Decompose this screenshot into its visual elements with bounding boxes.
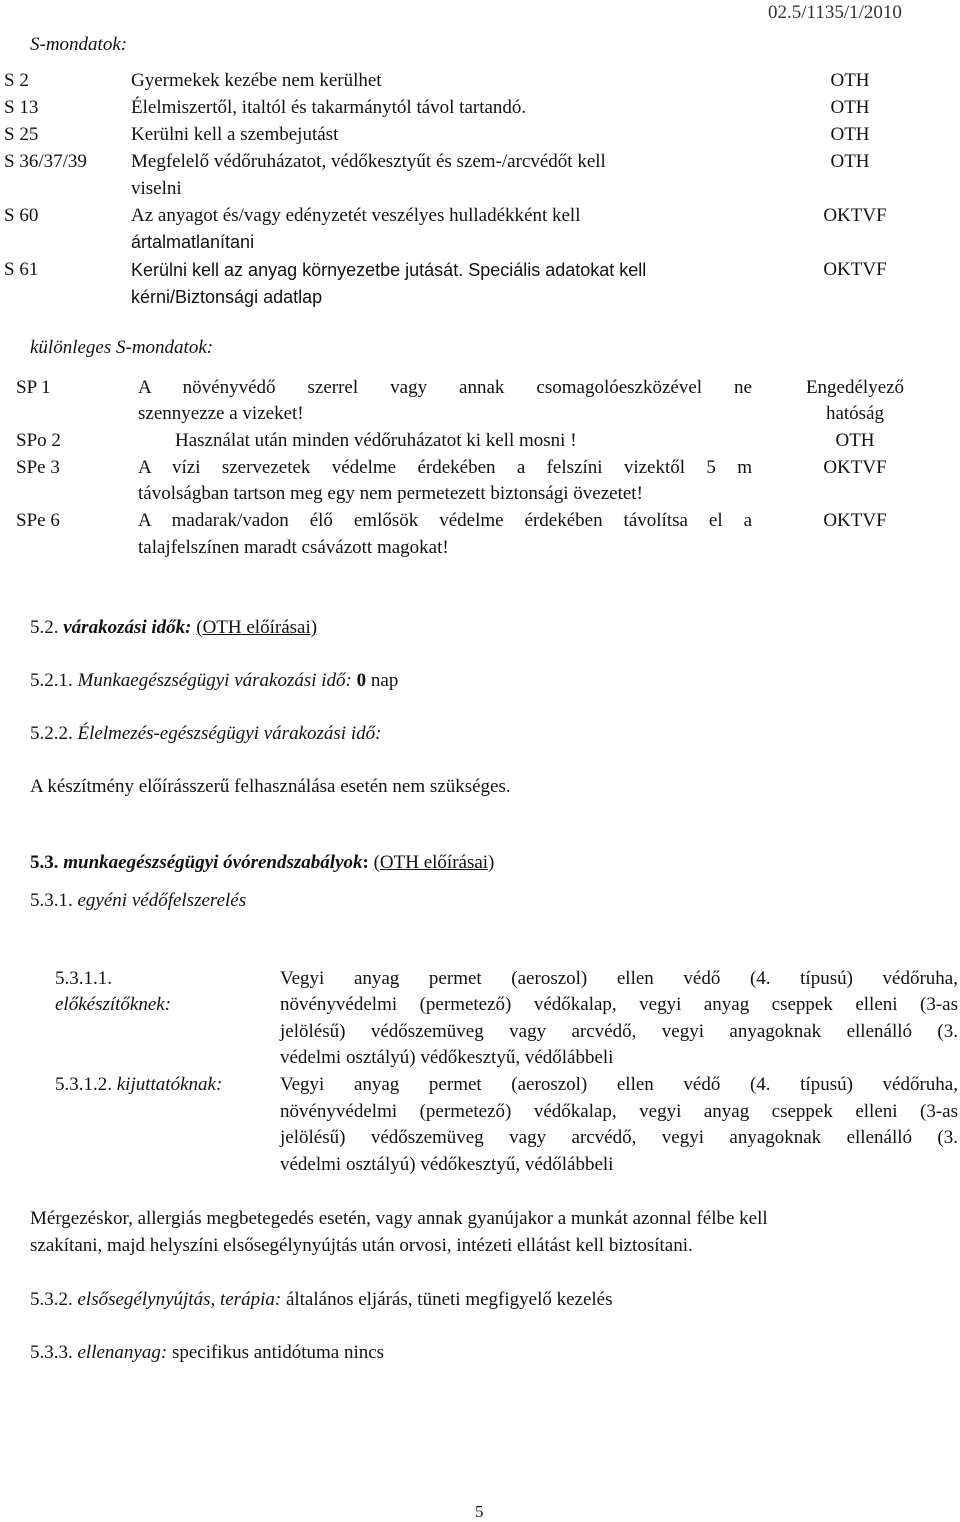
section-title: egyéni védőfelszerelés [77, 890, 247, 911]
s-phrase-authority: OKTVF [823, 259, 887, 280]
section-5-2-1-heading [30, 670, 398, 692]
ppe-label-text: előkészítőknek: [55, 994, 172, 1015]
section-5-2-2-text: A készítmény előírásszerű felhasználása esetén nem szükséges. [30, 776, 511, 797]
special-phrase-text-continued: szennyezze a vizeket! [138, 403, 304, 424]
s-phrase-text: Kerülni kell a szembejutást [131, 124, 339, 145]
waiting-time-value: 0 [356, 670, 367, 691]
special-phrase-code: SPo 2 [16, 430, 61, 451]
ppe-label-text: kijuttatóknak: [116, 1074, 223, 1095]
document-number: 02.5/1135/1/2010 [768, 2, 902, 23]
section-5-2-2-heading [30, 723, 381, 745]
section-title: munkaegészségügyi óvórendszabályok [63, 852, 363, 873]
s-phrase-text: Gyermekek kezébe nem kerülhet [131, 70, 382, 91]
special-phrase-authority: OTH [835, 430, 875, 451]
section-number: 5.2.1. [30, 670, 73, 691]
special-phrase-code: SP 1 [16, 377, 51, 398]
ppe-line: növényvédelmi (permetező) védőkalap, vegyi anyag cseppek elleni (3-as [280, 1101, 958, 1122]
special-phrase-authority: Engedélyező [805, 377, 905, 398]
s-phrase-code: S 36/37/39 [4, 151, 87, 172]
page-number: 5 [475, 1502, 484, 1521]
ppe-line: növényvédelmi (permetező) védőkalap, vegyi anyag cseppek elleni (3-as [280, 994, 958, 1015]
special-phrase-authority: OKTVF [823, 457, 887, 478]
ppe-line: védelmi osztályú) védőkesztyű, védőlábbeli [280, 1154, 614, 1175]
special-phrase-text-continued: talajfelszínen maradt csávázott magokat! [138, 537, 449, 558]
s-phrase-text: Az anyagot és/vagy edényzetét veszélyes hulladékként kell [131, 205, 581, 226]
section-title: várakozási idők: [63, 617, 192, 638]
ppe-label-number: 5.3.1.2. [55, 1074, 112, 1095]
special-s-phrases-heading: különleges S-mondatok: [30, 337, 214, 358]
s-phrase-text-continued: viselni [131, 178, 182, 199]
ppe-label-number: 5.3.1.1. [55, 968, 112, 989]
s-phrases-heading: S-mondatok: [30, 34, 128, 55]
section-number: 5.2.2. [30, 723, 73, 744]
s-phrase-authority: OTH [830, 70, 870, 91]
section-title: ellenanyag: [77, 1342, 168, 1363]
section-number: 5.3.3. [30, 1342, 73, 1363]
special-phrase-text: A vízi szervezetek védelme érdekében a felszíni vizektől 5 m [138, 457, 752, 478]
section-5-2-heading [30, 617, 317, 639]
section-number: 5.3.2. [30, 1289, 73, 1310]
s-phrase-code: S 25 [4, 124, 39, 145]
s-phrase-text-continued: ártalmatlanítani [131, 232, 255, 252]
special-phrase-code: SPe 6 [16, 510, 60, 531]
special-phrase-authority: OKTVF [823, 510, 887, 531]
special-phrase-authority-continued: hatóság [825, 403, 885, 424]
section-text: általános eljárás, tüneti megfigyelő kezelés [285, 1289, 613, 1310]
special-phrase-text: A madarak/vadon élő emlősök védelme érdekében távolítsa el a [138, 510, 752, 531]
section-5-3-2 [30, 1289, 613, 1311]
section-colon: : [362, 852, 369, 873]
special-phrase-text: Használat után minden védőruházatot ki kell mosni ! [175, 430, 577, 451]
ppe-line: Vegyi anyag permet (aeroszol) ellen védő (4. típusú) védőruha, [280, 968, 958, 989]
special-phrase-text: A növényvédő szerrel vagy annak csomagolóeszközével ne [138, 377, 752, 398]
section-text: specifikus antidótuma nincs [171, 1342, 385, 1363]
ppe-line: jelölésű) védőszemüveg vagy arcvédő, vegyi anyagoknak ellenálló (3. [280, 1021, 958, 1042]
section-number: 5.3. [30, 852, 59, 873]
ppe-label [55, 1074, 222, 1096]
section-title: Élelmezés-egészségügyi várakozási idő: [77, 723, 382, 744]
s-phrase-text: Élelmiszertől, italtól és takarmánytól távol tartandó. [131, 97, 527, 118]
s-phrase-text: Megfelelő védőruházatot, védőkesztyűt és szem-/arcvédőt kell [131, 151, 606, 172]
s-phrase-authority: OTH [830, 151, 870, 172]
section-reference: (OTH előírásai) [196, 617, 318, 638]
s-phrase-code: S 61 [4, 259, 39, 280]
section-5-3-heading [30, 852, 494, 874]
poisoning-paragraph-line: Mérgezéskor, allergiás megbetegedés esetén, vagy annak gyanújakor a munkát azonnal félbe kell [30, 1208, 768, 1229]
special-phrase-text-continued: távolságban tartson meg egy nem permetezett biztonsági övezetet! [138, 483, 643, 504]
s-phrase-code: S 60 [4, 205, 39, 226]
section-5-3-3 [30, 1342, 384, 1364]
s-phrase-authority: OTH [830, 97, 870, 118]
section-title: elsősegélynyújtás, terápia: [77, 1289, 282, 1310]
ppe-line: jelölésű) védőszemüveg vagy arcvédő, vegyi anyagoknak ellenálló (3. [280, 1127, 958, 1148]
section-title: Munkaegészségügyi várakozási idő: [77, 670, 352, 691]
s-phrase-authority: OKTVF [823, 205, 887, 226]
section-number: 5.3.1. [30, 890, 73, 911]
s-phrase-text-continued: kérni/Biztonsági adatlap [131, 287, 323, 307]
waiting-time-unit: nap [370, 670, 399, 691]
section-5-3-1-heading [30, 890, 246, 912]
s-phrase-code: S 13 [4, 97, 39, 118]
poisoning-paragraph-line: szakítani, majd helyszíni elsősegélynyújtás után orvosi, intézeti ellátást kell biztosítani. [30, 1235, 693, 1256]
s-phrase-code: S 2 [4, 70, 29, 91]
ppe-line: védelmi osztályú) védőkesztyű, védőlábbeli [280, 1047, 614, 1068]
ppe-line: Vegyi anyag permet (aeroszol) ellen védő (4. típusú) védőruha, [280, 1074, 958, 1095]
section-number: 5.2. [30, 617, 59, 638]
section-reference: (OTH előírásai) [373, 852, 495, 873]
s-phrase-text: Kerülni kell az anyag környezetbe jutását. Speciális adatokat kell [131, 260, 647, 280]
special-phrase-code: SPe 3 [16, 457, 60, 478]
s-phrase-authority: OTH [830, 124, 870, 145]
